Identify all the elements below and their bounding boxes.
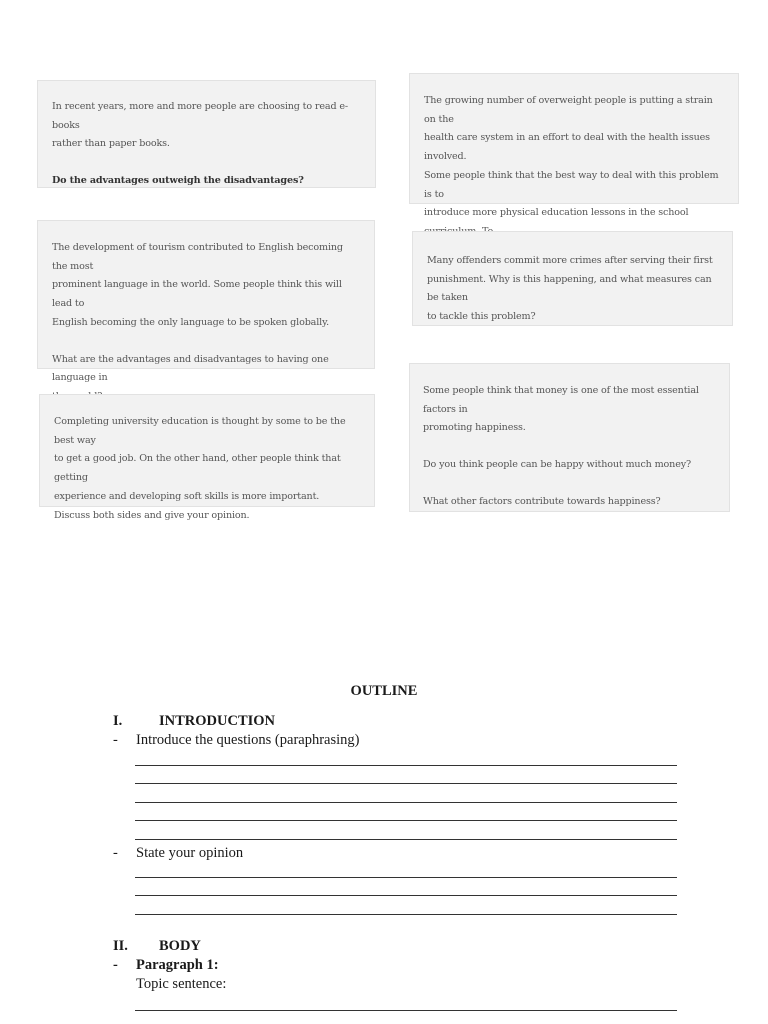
card-text: Completing university education is thought by some to be the best way to get a good job. On the other hand, other people think that getting experience and developing soft skills is more important. Discuss both sides and give your opinion. bbox=[54, 416, 346, 521]
answer-line[interactable] bbox=[135, 914, 677, 915]
outline-title: OUTLINE bbox=[350, 683, 418, 699]
answer-line[interactable] bbox=[135, 877, 677, 878]
answer-line[interactable] bbox=[135, 895, 677, 896]
bullet-dash: - bbox=[113, 732, 118, 748]
card-text: The development of tourism contributed to English becoming the most prominent language in the world. Some people think this will lead to English becoming the only language to be spoken globally. bbox=[52, 242, 343, 328]
intro-heading: INTRODUCTION bbox=[159, 713, 276, 729]
card-text: Many offenders commit more crimes after serving their first punishment. Why is this happening, and what measures can be taken to tackle this problem? bbox=[427, 255, 713, 323]
answer-line[interactable] bbox=[135, 820, 677, 821]
paragraph1-label: Paragraph 1: bbox=[136, 957, 219, 973]
card-question: Do the advantages outweigh the disadvantages? bbox=[52, 175, 304, 187]
answer-line[interactable] bbox=[135, 1010, 677, 1011]
card-question: What other factors contribute towards happiness? bbox=[423, 495, 661, 507]
card-text: The growing number of overweight people is putting a strain on the health care system in an effort to deal with the health issues involved. Some people think that the best way to deal with this problem is to introduce more physical education lessons in the school bbox=[424, 95, 719, 219]
answer-line[interactable] bbox=[135, 765, 677, 766]
answer-line[interactable] bbox=[135, 802, 677, 803]
body-numeral: II. bbox=[113, 938, 128, 954]
body-heading: BODY bbox=[159, 938, 201, 954]
bullet-dash: - bbox=[113, 957, 118, 973]
answer-line[interactable] bbox=[135, 839, 677, 840]
intro-item-paraphrase: Introduce the questions (paraphrasing) bbox=[136, 732, 360, 748]
card-text: Some people think that money is one of the most essential factors in promoting happiness. bbox=[423, 385, 699, 434]
intro-numeral: I. bbox=[113, 713, 123, 729]
intro-item-opinion: State your opinion bbox=[136, 845, 244, 861]
answer-line[interactable] bbox=[135, 783, 677, 784]
bullet-dash: - bbox=[113, 845, 118, 861]
card-question: Do you think people can be happy without much money? bbox=[423, 459, 692, 471]
topic-sentence-label: Topic sentence: bbox=[136, 976, 227, 992]
card-text: In recent years, more and more people are choosing to read e-books rather than paper books. bbox=[52, 101, 348, 150]
card-question: What are the advantages and disadvantages to having one language in bbox=[52, 353, 329, 384]
